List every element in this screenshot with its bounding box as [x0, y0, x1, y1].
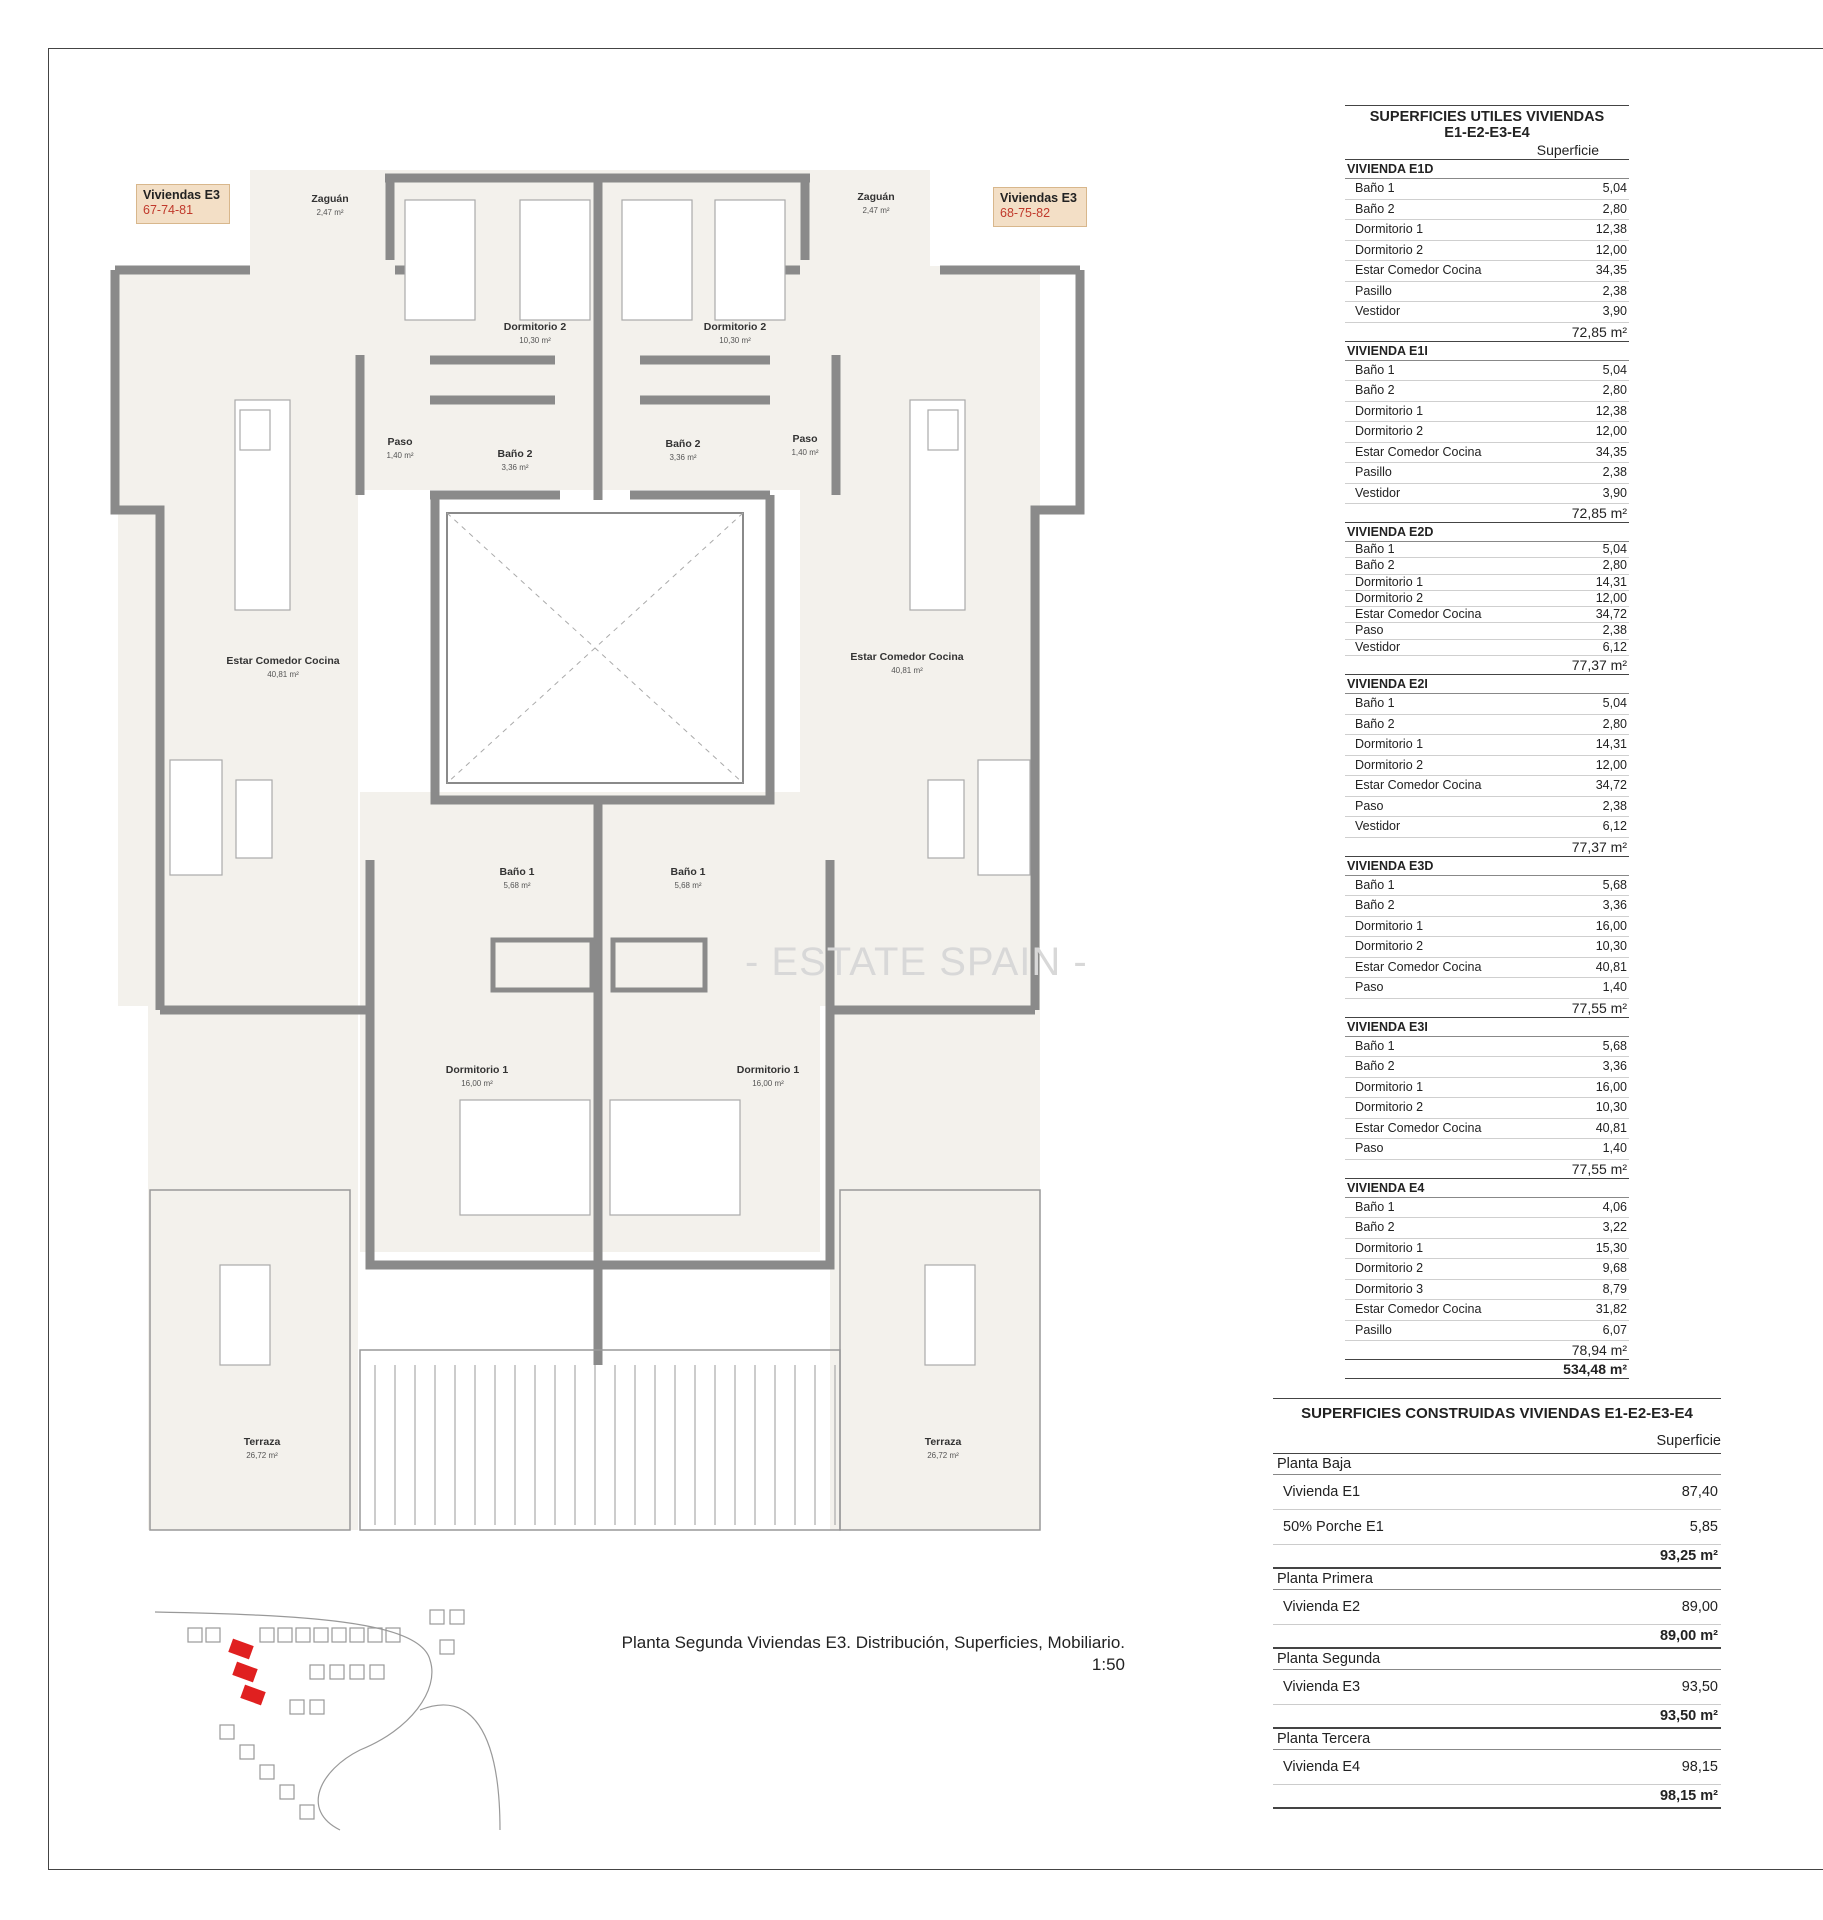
room-name: Dormitorio 2 [1355, 590, 1424, 605]
room-area: 1,40 [1602, 1141, 1627, 1156]
pergola [360, 1350, 840, 1530]
unit-total: 72,85 m² [1345, 504, 1629, 523]
floor-total: 89,00 m² [1273, 1625, 1721, 1649]
room-area: 12,00 [1595, 424, 1627, 438]
area-row [1345, 463, 1629, 484]
room-area: 3,36 [1602, 1059, 1627, 1074]
room-area-label: 26,72 m² [927, 1451, 959, 1460]
built-areas-title: SUPERFICIES CONSTRUIDAS VIVIENDAS E1-E2-E3-E4 [1273, 1398, 1721, 1429]
room-area: 3,90 [1602, 304, 1627, 318]
area-row [1345, 261, 1629, 282]
room-area: 12,00 [1595, 757, 1627, 772]
bed [405, 200, 475, 320]
room-name: Baño 2 [1355, 558, 1395, 573]
unit-area: 87,40 [1681, 1484, 1718, 1500]
room-name: Baño 1 [1355, 877, 1395, 892]
room-area: 3,90 [1602, 485, 1627, 500]
room-name: Estar Comedor Cocina [1355, 778, 1482, 793]
site-building [206, 1628, 220, 1642]
site-building [188, 1628, 202, 1642]
room-name: Vestidor [1355, 819, 1401, 834]
room-name-label: Zaguán [857, 191, 895, 203]
room-name: Baño 1 [1355, 1199, 1395, 1214]
built-areas-body [1273, 1454, 1721, 1809]
room-name: Estar Comedor Cocina [1355, 444, 1482, 459]
room-name-label: Estar Comedor Cocina [850, 651, 964, 663]
room-name: Baño 1 [1355, 542, 1395, 556]
built-row [1273, 1670, 1721, 1705]
room-area-label: 5,68 m² [674, 881, 702, 890]
built-areas-table [1273, 1398, 1721, 1809]
area-row [1345, 1300, 1629, 1321]
area-row [1345, 558, 1629, 574]
floor-section-title: Planta Segunda [1273, 1649, 1721, 1670]
room-area: 12,00 [1595, 242, 1627, 257]
area-row [1345, 1139, 1629, 1160]
area-row [1345, 1239, 1629, 1260]
area-row [1345, 640, 1629, 656]
room-name-label: Estar Comedor Cocina [226, 655, 340, 667]
site-building [430, 1610, 444, 1624]
area-row [1345, 302, 1629, 323]
bed [610, 1100, 740, 1215]
area-row [1345, 575, 1629, 591]
area-row [1345, 1280, 1629, 1301]
unit-name: Vivienda E3 [1283, 1679, 1361, 1695]
unit-name: 50% Porche E1 [1283, 1519, 1384, 1535]
area-row [1345, 1037, 1629, 1058]
room-area: 2,80 [1602, 716, 1627, 731]
room-area: 8,79 [1602, 1281, 1627, 1296]
floor-section-title: Planta Primera [1273, 1569, 1721, 1590]
room-area: 5,68 [1602, 877, 1627, 892]
room-name: Dormitorio 1 [1355, 1079, 1424, 1094]
room-name: Dormitorio 1 [1355, 574, 1424, 589]
built-row [1273, 1590, 1721, 1625]
room-name: Pasillo [1355, 465, 1392, 479]
room-name: Dormitorio 2 [1355, 242, 1424, 257]
area-row [1345, 200, 1629, 221]
room-name: Estar Comedor Cocina [1355, 959, 1482, 974]
area-row [1345, 776, 1629, 797]
room-area: 1,40 [1602, 980, 1627, 995]
area-row [1345, 735, 1629, 756]
area-row [1345, 876, 1629, 897]
room-name: Baño 1 [1355, 696, 1395, 711]
room-name-label: Paso [792, 433, 818, 445]
room-name-label: Dormitorio 1 [445, 1064, 509, 1076]
site-building [350, 1665, 364, 1679]
area-row [1345, 591, 1629, 607]
room-name: Estar Comedor Cocina [1355, 263, 1482, 277]
room-area: 2,38 [1602, 623, 1627, 638]
room-area-label: 10,30 m² [519, 336, 551, 345]
room-area: 40,81 [1595, 1120, 1627, 1135]
area-row [1345, 1119, 1629, 1140]
floor-total: 93,25 m² [1273, 1545, 1721, 1569]
room-area: 3,22 [1602, 1220, 1627, 1235]
area-row [1345, 179, 1629, 200]
room-area: 16,00 [1595, 918, 1627, 933]
floor-section-title: Planta Tercera [1273, 1729, 1721, 1750]
room-area: 16,00 [1595, 1079, 1627, 1094]
room-name: Baño 2 [1355, 201, 1395, 216]
area-row [1345, 1098, 1629, 1119]
area-row [1345, 937, 1629, 958]
room-area: 15,30 [1595, 1240, 1627, 1255]
unit-area: 89,00 [1681, 1599, 1718, 1615]
bed [715, 200, 785, 320]
area-row [1345, 1321, 1629, 1342]
room-name: Estar Comedor Cocina [1355, 607, 1482, 622]
site-building [440, 1640, 454, 1654]
room-name: Baño 2 [1355, 716, 1395, 731]
dining-table [925, 1265, 975, 1365]
right-zaguan-floor [790, 170, 930, 270]
unit-name: Vivienda E4 [1283, 1759, 1361, 1775]
room-name-label: Dormitorio 1 [736, 1064, 800, 1076]
site-building [350, 1628, 364, 1642]
room-name-label: Baño 1 [670, 866, 706, 878]
room-area: 31,82 [1595, 1302, 1627, 1317]
dining-table [220, 1265, 270, 1365]
left-living-floor [118, 266, 358, 1006]
built-row [1273, 1510, 1721, 1545]
site-building-highlight [232, 1662, 257, 1683]
room-area: 2,38 [1602, 798, 1627, 813]
area-row [1345, 1057, 1629, 1078]
unit-name: Vivienda E2 [1283, 1599, 1361, 1615]
plan-title [560, 1632, 1125, 1676]
site-building [260, 1765, 274, 1779]
unit-area: 98,15 [1681, 1759, 1718, 1775]
room-area-label: 2,47 m² [316, 208, 344, 217]
bed [622, 200, 692, 320]
site-building [310, 1700, 324, 1714]
area-row [1345, 958, 1629, 979]
site-building [300, 1805, 314, 1819]
room-area: 2,38 [1602, 283, 1627, 298]
area-row [1345, 443, 1629, 464]
room-name: Dormitorio 2 [1355, 1261, 1424, 1276]
room-area: 6,12 [1602, 639, 1627, 654]
room-area: 3,36 [1602, 898, 1627, 913]
room-name: Dormitorio 3 [1355, 1281, 1424, 1296]
area-row [1345, 402, 1629, 423]
useful-areas-title-line2: E1-E2-E3-E4 [1444, 125, 1530, 141]
unit-total: 77,55 m² [1345, 1160, 1629, 1179]
units-tag-numbers: 67-74-81 [143, 203, 194, 217]
cooktop [928, 410, 958, 450]
units-tag-left [136, 184, 230, 224]
site-building [290, 1700, 304, 1714]
room-area-label: 40,81 m² [891, 666, 923, 675]
units-tag-title: Viviendas E3 [1000, 191, 1077, 205]
room-area: 40,81 [1595, 959, 1627, 974]
area-row [1345, 241, 1629, 262]
room-area-label: 1,40 m² [791, 448, 819, 457]
built-row [1273, 1475, 1721, 1510]
built-areas-column-header: Superficie [1273, 1429, 1721, 1454]
unit-name: Vivienda E1 [1283, 1484, 1361, 1500]
room-name-label: Dormitorio 2 [503, 321, 567, 333]
room-name-label: Zaguán [311, 193, 349, 205]
unit-total: 77,37 m² [1345, 838, 1629, 857]
area-row [1345, 282, 1629, 303]
room-area: 34,35 [1595, 444, 1627, 459]
room-name: Baño 1 [1355, 362, 1395, 377]
room-area-label: 5,68 m² [503, 881, 531, 890]
unit-area: 93,50 [1681, 1679, 1718, 1695]
room-name: Dormitorio 2 [1355, 424, 1424, 438]
area-row [1345, 1078, 1629, 1099]
area-row [1345, 756, 1629, 777]
area-row [1345, 694, 1629, 715]
room-area: 34,72 [1595, 778, 1627, 793]
room-name: Vestidor [1355, 304, 1401, 318]
area-row [1345, 978, 1629, 999]
site-building-highlight [228, 1639, 253, 1660]
room-name-label: Baño 1 [499, 866, 535, 878]
room-area: 14,31 [1595, 737, 1627, 752]
room-name: Dormitorio 1 [1355, 918, 1424, 933]
room-name: Dormitorio 2 [1355, 1100, 1424, 1115]
floor-total: 98,15 m² [1273, 1785, 1721, 1809]
floor-section-title: Planta Baja [1273, 1454, 1721, 1475]
useful-areas-table [1345, 105, 1629, 1379]
room-name: Vestidor [1355, 485, 1401, 500]
room-name: Dormitorio 1 [1355, 403, 1424, 418]
bed [460, 1100, 590, 1215]
site-building [278, 1628, 292, 1642]
room-area-label: 40,81 m² [267, 670, 299, 679]
room-area: 14,31 [1595, 574, 1627, 589]
room-name: Baño 2 [1355, 1220, 1395, 1235]
room-name-label: Terraza [924, 1436, 962, 1448]
room-area-label: 16,00 m² [461, 1079, 493, 1088]
unit-total: 78,94 m² [1345, 1341, 1629, 1360]
area-row [1345, 220, 1629, 241]
room-area: 5,68 [1602, 1038, 1627, 1053]
area-row [1345, 896, 1629, 917]
room-name: Dormitorio 1 [1355, 222, 1424, 236]
site-building [296, 1628, 310, 1642]
unit-group-title: VIVIENDA E3D [1345, 857, 1629, 876]
unit-total: 72,85 m² [1345, 323, 1629, 342]
area-row [1345, 1218, 1629, 1239]
room-area: 10,30 [1595, 1100, 1627, 1115]
units-tag-right [993, 187, 1087, 227]
useful-areas-title [1345, 105, 1629, 141]
room-name-label: Dormitorio 2 [703, 321, 767, 333]
room-area: 5,04 [1602, 542, 1627, 556]
room-area-label: 3,36 m² [669, 453, 697, 462]
room-area: 2,80 [1602, 558, 1627, 573]
room-name: Baño 1 [1355, 181, 1395, 195]
useful-areas-title-line1: SUPERFICIES UTILES VIVIENDAS [1369, 109, 1605, 125]
site-building [370, 1665, 384, 1679]
site-building [386, 1628, 400, 1642]
area-row [1345, 484, 1629, 505]
room-area-label: 1,40 m² [386, 451, 414, 460]
room-area-label: 16,00 m² [752, 1079, 784, 1088]
floor-total: 93,50 m² [1273, 1705, 1721, 1729]
room-name: Paso [1355, 1141, 1384, 1156]
area-row [1345, 361, 1629, 382]
room-area-label: 2,47 m² [862, 206, 890, 215]
unit-area: 5,85 [1689, 1519, 1718, 1535]
unit-total: 77,37 m² [1345, 656, 1629, 675]
room-name: Estar Comedor Cocina [1355, 1120, 1482, 1135]
area-row [1345, 797, 1629, 818]
room-area: 6,07 [1602, 1322, 1627, 1337]
room-area: 5,04 [1602, 362, 1627, 377]
room-name: Pasillo [1355, 283, 1392, 298]
site-building-highlight [240, 1685, 265, 1706]
site-building [330, 1665, 344, 1679]
room-area: 4,06 [1602, 1199, 1627, 1214]
built-row [1273, 1750, 1721, 1785]
room-name: Baño 2 [1355, 383, 1395, 397]
room-name: Paso [1355, 980, 1384, 995]
area-row [1345, 917, 1629, 938]
room-name: Dormitorio 1 [1355, 1240, 1424, 1255]
area-row [1345, 607, 1629, 623]
plan-scale: 1:50 [1091, 1655, 1125, 1674]
room-area: 12,38 [1595, 222, 1627, 236]
room-area-label: 26,72 m² [246, 1451, 278, 1460]
site-building [332, 1628, 346, 1642]
unit-group-title: VIVIENDA E1I [1345, 342, 1629, 361]
room-name: Baño 2 [1355, 1059, 1395, 1074]
room-name: Pasillo [1355, 1322, 1392, 1337]
area-row [1345, 1259, 1629, 1280]
useful-areas-column-header: Superficie [1345, 141, 1629, 160]
coffee-table [928, 780, 964, 858]
sofa [978, 760, 1030, 875]
area-row [1345, 715, 1629, 736]
plan-title-text: Planta Segunda Viviendas E3. Distribución, Superficies, Mobiliario. [621, 1633, 1125, 1652]
room-area: 9,68 [1602, 1261, 1627, 1276]
units-tag-title: Viviendas E3 [143, 188, 220, 202]
left-zaguan-floor [250, 170, 390, 270]
area-row [1345, 381, 1629, 402]
cooktop [240, 410, 270, 450]
site-building [260, 1628, 274, 1642]
useful-areas-grand-total: 534,48 m² [1345, 1360, 1629, 1379]
room-name: Dormitorio 1 [1355, 737, 1424, 752]
site-building [280, 1785, 294, 1799]
units-tag-numbers: 68-75-82 [1000, 206, 1051, 220]
room-name-label: Baño 2 [497, 448, 533, 460]
room-area: 12,00 [1595, 590, 1627, 605]
room-area: 34,72 [1595, 607, 1627, 622]
room-name-label: Terraza [243, 1436, 281, 1448]
site-building [240, 1745, 254, 1759]
room-area: 2,80 [1602, 383, 1627, 397]
room-area: 5,04 [1602, 181, 1627, 195]
room-area: 5,04 [1602, 696, 1627, 711]
site-building [368, 1628, 382, 1642]
room-name-label: Baño 2 [665, 438, 701, 450]
unit-total: 77,55 m² [1345, 999, 1629, 1018]
room-name: Paso [1355, 798, 1384, 813]
area-row [1345, 542, 1629, 558]
site-building [220, 1725, 234, 1739]
room-name-label: Paso [387, 436, 413, 448]
area-row [1345, 1198, 1629, 1219]
room-name: Vestidor [1355, 639, 1401, 654]
room-area-label: 3,36 m² [501, 463, 529, 472]
room-area: 34,35 [1595, 263, 1627, 277]
room-name: Baño 1 [1355, 1038, 1395, 1053]
room-area-label: 10,30 m² [719, 336, 751, 345]
site-building [450, 1610, 464, 1624]
room-name: Baño 2 [1355, 898, 1395, 913]
room-name: Dormitorio 2 [1355, 757, 1424, 772]
unit-group-title: VIVIENDA E3I [1345, 1018, 1629, 1037]
room-area: 6,12 [1602, 819, 1627, 834]
room-area: 12,38 [1595, 403, 1627, 418]
room-name: Dormitorio 2 [1355, 939, 1424, 954]
room-area: 2,38 [1602, 465, 1627, 479]
room-area: 10,30 [1595, 939, 1627, 954]
site-building [314, 1628, 328, 1642]
room-name: Paso [1355, 623, 1384, 638]
watermark: - ESTATE SPAIN - [745, 940, 1088, 984]
site-road-2 [420, 1705, 500, 1830]
bed [520, 200, 590, 320]
unit-group-title: VIVIENDA E1D [1345, 160, 1629, 179]
unit-group-title: VIVIENDA E2D [1345, 523, 1629, 542]
area-row [1345, 623, 1629, 639]
sofa [170, 760, 222, 875]
unit-group-title: VIVIENDA E2I [1345, 675, 1629, 694]
room-name: Estar Comedor Cocina [1355, 1302, 1482, 1317]
room-area: 2,80 [1602, 201, 1627, 216]
coffee-table [236, 780, 272, 858]
unit-group-title: VIVIENDA E4 [1345, 1179, 1629, 1198]
useful-areas-body [1345, 160, 1629, 1360]
area-row [1345, 422, 1629, 443]
area-row [1345, 817, 1629, 838]
site-building [310, 1665, 324, 1679]
